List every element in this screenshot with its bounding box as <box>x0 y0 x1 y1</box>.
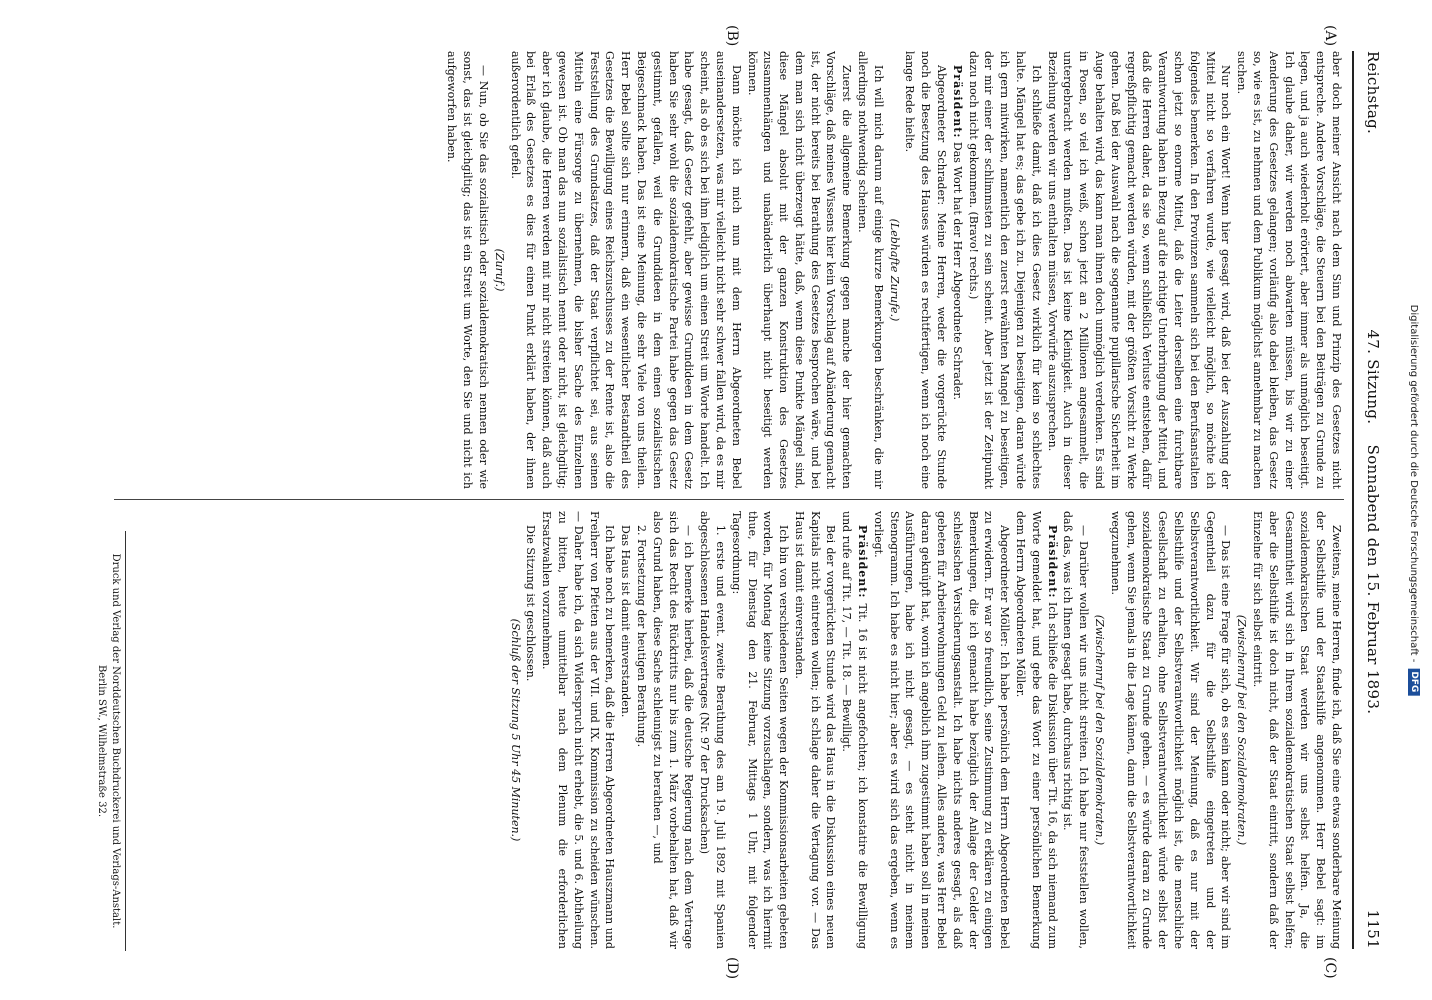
header-left: Reichstag. <box>1364 51 1382 135</box>
page-header <box>1358 51 1382 949</box>
agenda-item: 2. Fortsetzung der heutigen Berathung. <box>634 525 648 748</box>
imprint-line: Berlin SW., Wilhelmstraße 32. <box>96 664 107 818</box>
digitization-credit-text: Digitalisierung gefördert durch die Deutsche Forschungsgemeinschaft - <box>1408 304 1420 663</box>
paragraph: — Nun, ob Sie das sozialistisch oder sozialdemokratisch nennen oder wie sonst, das ist gleichgiltig; das ist ein Streit um Worte, den Sie und nicht ich aufgeworfen haben. <box>445 51 490 489</box>
statement-text: Ich schließe die Diskussion über Tit. 16, da sich niemand zum Worte gemeldet hat, und gebe das Wort zu einer persönlichen Bemerkung dem Herrn Abgeordneten Möller. <box>1014 511 1059 949</box>
statement-text: Tit. 16 ist nicht angefochten; ich konstatire die Bewilligung und rufe auf Tit. 17, — Tit. 18. — Bewilligt. <box>840 511 870 949</box>
paragraph: Zuerst die allgemeine Bemerkung gegen manche der hier gemachten Vorschläge, daß meines Wissens hier kein Vorschlag auf Abänderung gemacht ist, der nicht bereits bei Berathung des Gesetzes besprochen wäre, und bei dem man sich nicht überzeugt hätte, daß, wenn diese Punkte Mängel sind, diese Mängel absolut mit der ganzen Konstruktion des Gesetzes zusammenhängen und unabänderlich überhaupt nicht beseitigt werden können. <box>745 51 854 489</box>
paragraph: aber doch meiner Ansicht nach dem Sinn und Prinzip des Gesetzes nicht entspreche. Andere Vorschläge, die Steuern bei den Beiträgen zu Grunde zu legen, und ja auch wiederholt erörtert, aber immer als unmöglich beseitigt. Ich glaube daher, wir werden noch abwarten müssen, bis wir zu einer Aenderung des Gesetzes gelangen; vorläufig also dabei bleiben, das Gesetz so, wie es ist, zu nehmen und dem Publikum möglichst annehmbar zu machen suchen. <box>1235 51 1343 489</box>
speaker-name: Präsident: <box>1045 525 1059 599</box>
paragraph: Ich schließe damit, daß ich dies Gesetz wirklich für kein so schlechtes halte. Mängel hat es; das gebe ich zu. Diejenigen zu beseitigen, daran würde ich gern mitwirken, namentlich den zuerst erwähnten Mangel zu beseitigen, der mir einer der schlimmsten zu sein scheint. Aber jetzt ist der Zeitpunkt dazu noch nicht gekommen. (Bravo! rechts.) <box>966 51 1043 489</box>
interjection: (Zwischenruf bei den Sozialdemokraten.) <box>1235 614 1249 846</box>
imprint-line: Druck und Verlag der Norddeutschen Buchdruckerei und Verlags-Anstalt. <box>110 553 121 929</box>
paragraph: — Darüber wollen wir uns nicht streiten. Ich habe nur feststellen wollen, daß das, was ich Ihnen gesagt habe, durchaus richtig ist. <box>1061 511 1091 949</box>
paragraph: Zweitens, meine Herren, finde ich, daß Sie eine etwas sonderbare Meinung der Selbsthilfe und der Staatshilfe angenommen. Herr Bebel sagt: im sozialdemokratischen Staat werden wir uns selbst helfen. Ja, die Gesammtheit wird sich in Ihrem sozialdemokratischen Staat selbst helfen; aber die Selbsthilfe ist doch nicht, daß der Staat eintritt, sondern daß der Einzelne für sich selbst eintritt. <box>1251 511 1343 949</box>
margin-mark-a: (A) <box>1322 25 1338 47</box>
session-end-note: (Schluß der Sitzung 5 Uhr 45 Minuten.) <box>508 618 522 842</box>
header-center: 47. Sitzung. Sonnabend den 15. Februar 1893. <box>1364 329 1382 715</box>
speaker-name: Präsident: <box>950 65 964 139</box>
paragraph: Bei der vorgerückten Stunde wird das Haus in die Diskussion eines neuen Kapitals nicht eintreten wollen; ich schlage daher die Vertagung vor. — Das Haus ist damit einverstanden. <box>792 511 838 949</box>
interjection: (Zuruf.) <box>492 248 506 292</box>
interjection: (Zwischenruf bei den Sozialdemokraten.) <box>1093 614 1107 846</box>
statement-text: Das Wort hat der Herr Abgeordnete Schrader. <box>950 141 964 400</box>
interjection: (Lebhafte Zurufe.) <box>887 218 901 322</box>
paragraph: — Das ist eine Frage für sich, ob es sein kann oder nicht; aber wir sind im Gegentheil dazu für die Selbsthilfe eingetreten und der Selbstverantwortlichkeit. Wir sind der Meinung, daß es nur mit der Selbsthilfe und der Selbstverantwortlichkeit möglich ist, die menschliche Gesellschaft zu erhalten, ohne Selbstverantwortlichkeit würde selbst der sozialdemokratische Staat zu Grunde gehen. — es würde daran zu Grunde gehen, wenn Sie jemals in die Lage kämen, dann die Selbstverantwortlichkeit wegzunehmen. <box>1108 511 1233 949</box>
agenda-item: 1. erste und event. zweite Berathung des am 19. Juli 1892 mit Spanien abgeschlossenen Handelsvertrages (Nr. 97 der Drucksachen) <box>698 511 727 949</box>
right-column <box>114 511 1344 949</box>
left-column <box>114 51 1344 489</box>
imprint-rule <box>125 531 126 951</box>
president-statement <box>949 51 965 489</box>
column-divider <box>114 499 1344 500</box>
printer-imprint <box>94 531 122 951</box>
paragraph: Das Haus ist damit einverstanden. <box>619 525 633 718</box>
paragraph: Abgeordneter Möller: Ich habe persönlich dem Herrn Abgeordneten Bebel zu erwidern. Er war so freundlich, seine Zustimmung zu erklären zu einigen Bemerkungen, die ich gemacht habe bezüglich der Anlage der Gelder der schlesischen Versicherungsanstalt. Ich habe nichts anderes gesagt, als daß gebeten für Arbeiterwohnungen Geld zu leihen. Alles andere, was Herr Bebel daran geknüpft hat, worin ich angeblich ihm zugestimmt haben soll in meinen Ausführungen, habe ich nicht gesagt, — es steht nicht in meinem Stenogramm. Ich habe es nicht hier; aber es wird sich das ergeben, wenn es vorliegt. <box>871 511 1012 949</box>
paragraph: Die Sitzung ist geschlossen. <box>524 525 538 682</box>
paragraph: Ich habe noch zu bemerken, daß die Herren Abgeordneten Hauszmann und Freiherr von Pfetten aus der VII. und IX. Kommission zu scheiden wünschen. — Daher habe ich, da sich Widerspruch nicht erhebt, die 5. und 6. Abtheilung zu bitten, heute unmittelbar nach dem Plenum die erforderlichen Ersatzwahlen vorzunehmen. <box>540 511 617 949</box>
paragraph: Abgeordneter Schrader: Meine Herren, weder die vorgerückte Stunde noch die Besetzung des Hauses würden es rechtfertigen, wenn ich noch eine lange Rede hielte. <box>903 51 949 489</box>
paragraph: Ich bin von verschiedenen Seiten wegen der Kommissionsarbeiten gebeten worden, für Montag keine Sitzung vorzuschlagen, sondern, was ich hiermit thue, für Dienstag den 21. Februar, Mittags 1 Uhr, mit folgender Tagesordnung: <box>729 511 791 949</box>
margin-mark-d: (D) <box>724 957 740 980</box>
speaker-name: Präsident: <box>856 525 870 599</box>
margin-mark-b: (B) <box>724 25 740 47</box>
digitization-credit <box>1408 305 1420 696</box>
rotated-document-page <box>16 15 1416 985</box>
header-rule <box>1352 51 1354 949</box>
paragraph: Ich will mich darum auf einige kurze Bemerkungen beschränken, die mir allerdings nothwendig scheinen. <box>856 51 885 489</box>
president-statement <box>1012 511 1059 949</box>
paragraph: Nur noch ein Wort! Wenn hier gesagt wird, daß bei der Auszahlung der Mittel nicht so verfahren wurde, wie vielleicht möglich, so möchte ich folgendes bemerken. In den Provinzen sammeln sich bei den Berufsanstalten schon jetzt so enorme Mittel, daß die Leiter derselben eine furchtbare Verantwortung haben in Bezug auf die richtige Unterbringung der Mittel, und daß die Herren daher, da sie so, wenn schließlich Verluste entstehen, dafür regreßpflichtig gemacht werden würden, mit der größten Vorsicht zu Werke gehen. Daß bei der Auswahl nach die sogenannte pupillarische Sicherheit im Auge behalten wird, das kann man ihnen doch unmöglich verdenken. Es sind in Posen, so viel ich weiß, schon jetzt an 2 Millionen angesammelt, die untergebracht werden mußten. Das ist keine Kleinigkeit. Auch in dieser Beziehung werden wir uns enthalten müssen, Vorwürfe auszusprechen. <box>1045 51 1233 489</box>
dfg-logo: DFG <box>1408 668 1420 695</box>
header-page-number: 1151 <box>1364 909 1382 949</box>
margin-mark-c: (C) <box>1322 957 1338 979</box>
president-statement <box>839 511 871 949</box>
paragraph: — ich bemerke hierbei, daß die deutsche Regierung nach dem Vertrage sich das Recht des Rücktritts nur bis zum 1. März vorbehalten hat, daß wir also Grund haben, diese Sache schleunigst zu berathen —, und <box>650 511 696 949</box>
paragraph: Dann möchte ich mich nun mit dem Herrn Abgeordneten Bebel auseinandersetzen, was mir vielleicht nicht sehr schwer fallen wird, da es mir scheint, als ob es sich bei ihm lediglich um einen Streit um Worte handelt. Ich habe gesagt, daß Gesetz gefehlt, aber gewisse Grundideen in dem Gesetz haben Sie sehr wohl die sozialdemokratische Partei habe gegen das Gesetz gestimmt, gefallen, weil die Grundideen in dem einen sozialistischen Beigeschmack haben. Das ist eine Meinung, die sehr Viele von uns theilen. Herr Bebel sollte sich nur erinnern, daß ein wesentlicher Bestandtheil des Gesetzes die Bewilligung eines Reichszuschusses zu der Rente ist, also die Feststellung des Grundsatzes, daß der Staat verpflichtet sei, aus seinen Mitteln eine Fürsorge zu übernehmen, die bisher Sache des Einzelnen gewesen ist. Ob man das nun sozialistisch nennt oder nicht, ist gleichgiltig; aber ich glaube, die Herren werden mit mir nicht streiten können, daß auch bei Erlaß des Gesetzes es dies für einen Punkt erklärt haben, der ihnen außerordentlich gefiel. <box>508 51 743 489</box>
